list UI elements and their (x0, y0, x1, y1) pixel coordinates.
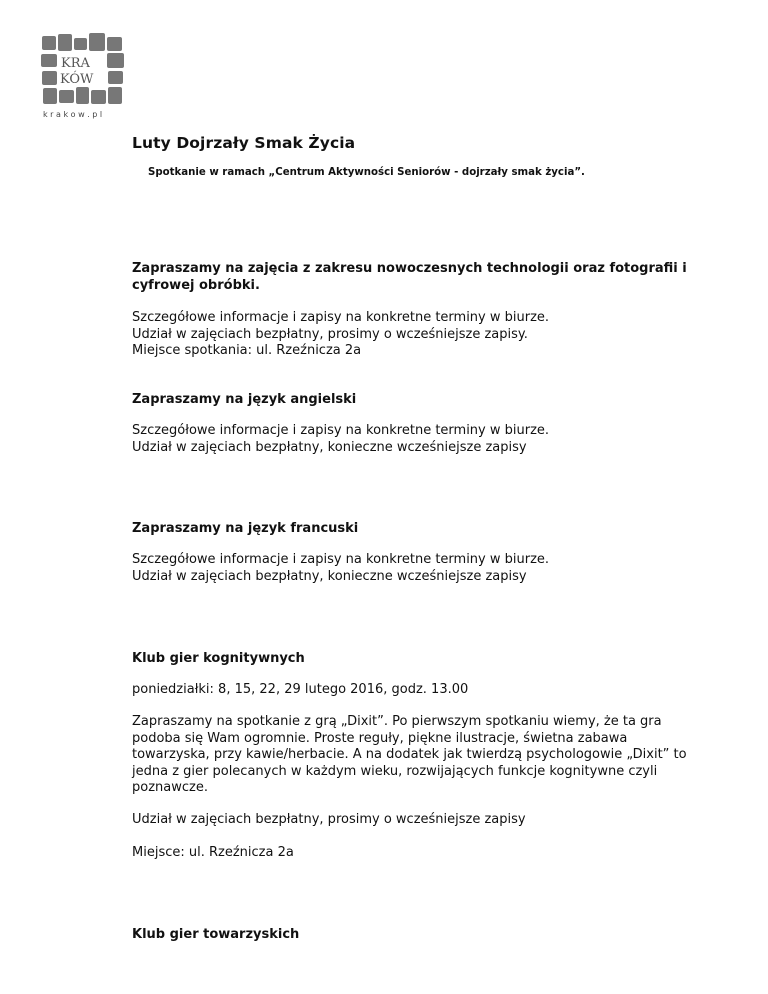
section-board-games-heading: Klub gier towarzyskich (132, 927, 300, 942)
section-cognitive-games-note: Udział w zajęciach bezpłatny, prosimy o wcześniejsze zapisy (132, 812, 526, 827)
info-line: Szczegółowe informacje i zapisy na konkretne terminy w biurze. (132, 310, 550, 325)
section-cognitive-games-description (132, 714, 732, 797)
info-line: Udział w zajęciach bezpłatny, konieczne wcześniejsze zapisy (132, 568, 527, 584)
section-cognitive-games-place: Miejsce: ul. Rzeźnicza 2a (132, 845, 294, 860)
description-line: jedna z gier polecanych w każdym wieku, rozwijających funkcje kognitywne czyli (132, 763, 658, 779)
info-line: Szczegółowe informacje i zapisy na konkretne terminy w biurze. (132, 552, 550, 567)
logo-caption: k r a k o w . p l (43, 110, 103, 119)
section-french-heading: Zapraszamy na język francuski (132, 521, 359, 536)
info-line: Szczegółowe informacje i zapisy na konkretne terminy w biurze. (132, 423, 550, 438)
section-cognitive-games-heading: Klub gier kognitywnych (132, 651, 305, 666)
description-line: podoba się Wam ogromnie. Proste reguły, piękne ilustracje, świetna zabawa (132, 730, 628, 746)
logo-text-line2: KÓW (60, 72, 94, 87)
krakow-logo-mosaic (40, 30, 130, 122)
description-line: towarzyska, przy kawie/herbacie. A na dodatek jak twierdzą psychologowie „Dixit” to (132, 747, 687, 762)
section-cognitive-games-dates: poniedziałki: 8, 15, 22, 29 lutego 2016, godz. 13.00 (132, 682, 469, 697)
document-title: Luty Dojrzały Smak Życia (132, 134, 356, 152)
place-line: Miejsce spotkania: ul. Rzeźnicza 2a (132, 343, 362, 358)
description-line: poznawcze. (132, 780, 208, 795)
section-technology-body (132, 310, 732, 360)
info-line: Udział w zajęciach bezpłatny, konieczne wcześniejsze zapisy (132, 439, 527, 455)
heading-line: cyfrowej obróbki. (132, 278, 260, 293)
description-line: Zapraszamy na spotkanie z grą „Dixit”. Po pierwszym spotkaniu wiemy, że ta gra (132, 714, 662, 729)
section-technology-heading (132, 260, 732, 294)
info-line: Udział w zajęciach bezpłatny, prosimy o wcześniejsze zapisy. (132, 326, 528, 342)
logo-text-line1: KRA (61, 56, 90, 71)
section-english-heading: Zapraszamy na język angielski (132, 392, 357, 407)
krakow-logo (40, 30, 130, 122)
section-english-body (132, 423, 732, 456)
section-french-body (132, 552, 732, 585)
document-subtitle: Spotkanie w ramach „Centrum Aktywności Seniorów - dojrzały smak życia”. (148, 167, 585, 178)
heading-line: Zapraszamy na zajęcia z zakresu nowoczesnych technologii oraz fotografii i (132, 261, 687, 276)
